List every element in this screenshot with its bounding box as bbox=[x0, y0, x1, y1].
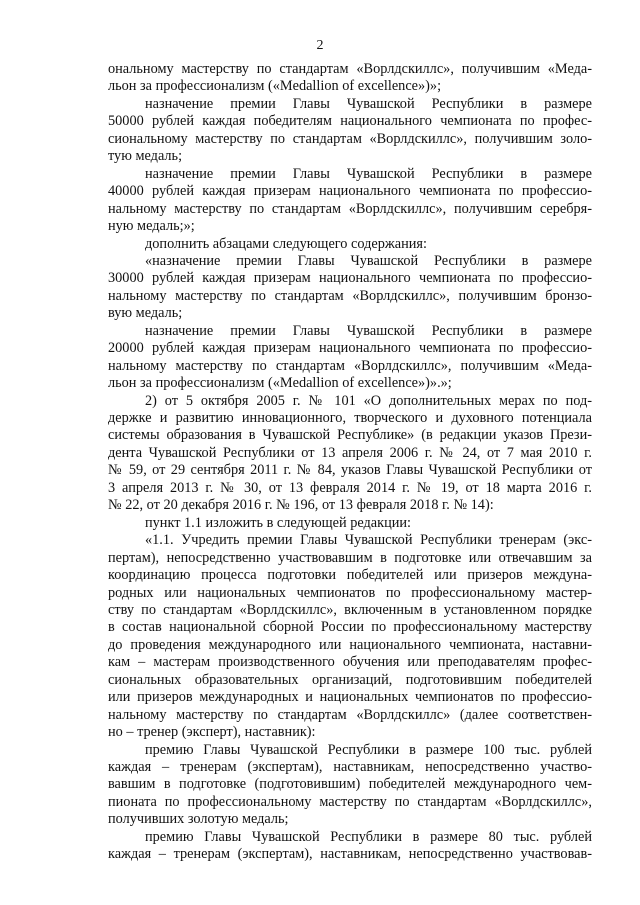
text-line: № 59, от 29 сентября 2011 г. № 84, указов Главы Чувашской Республики от bbox=[108, 462, 592, 479]
text-line: 30000 рублей каждая призерам национального чемпионата по профессио- bbox=[108, 270, 592, 287]
text-line: ству по стандартам «Ворлдскиллс», включенным в установленном порядке bbox=[108, 601, 592, 618]
text-line: получивших золотую медаль; bbox=[108, 811, 289, 828]
text-line: «назначение премии Главы Чувашской Республики в размере bbox=[145, 252, 592, 269]
text-line: пертам), непосредственно участвовавшим в подготовке или отвечавшим за bbox=[108, 549, 592, 566]
text-line: ную медаль;»; bbox=[108, 218, 195, 235]
text-line: нальному мастерству по стандартам «Ворлдскиллс», получившим «Меда- bbox=[108, 357, 592, 374]
text-line: 20000 рублей каждая призерам национального чемпионата по профессио- bbox=[108, 340, 592, 357]
text-line: № 22, от 20 декабря 2016 г. № 196, от 13 февраля 2018 г. № 14): bbox=[108, 497, 494, 514]
text-line: назначение премии Главы Чувашской Республики в размере bbox=[145, 165, 592, 182]
text-line: каждая – тренерам (экспертам), наставникам, непосредственно участвовав- bbox=[108, 846, 592, 863]
text-line: льон за профессионализм («Medallion of excellence»)».»; bbox=[108, 375, 452, 392]
text-line: пункт 1.1 изложить в следующей редакции: bbox=[145, 514, 412, 531]
text-line: назначение премии Главы Чувашской Республики в размере bbox=[145, 322, 592, 339]
text-line: тую медаль; bbox=[108, 148, 183, 165]
text-line: назначение премии Главы Чувашской Республики в размере bbox=[145, 95, 592, 112]
text-line: сиональных образовательных организаций, подготовившим победителей bbox=[108, 671, 592, 688]
text-line: пионата по профессиональному мастерству по стандартам «Ворлдскиллс», bbox=[108, 793, 592, 810]
text-line: дополнить абзацами следующего содержания: bbox=[145, 235, 427, 252]
text-line: 2) от 5 октября 2005 г. № 101 «О дополнительных мерах по под- bbox=[145, 392, 592, 409]
text-line: нальному мастерству по стандартам «Ворлдскиллс», получившим серебря- bbox=[108, 200, 592, 217]
text-line: или призеров международных и национальных чемпионатов по профессио- bbox=[108, 689, 592, 706]
text-line: ональному мастерству по стандартам «Ворлдскиллс», получившим «Меда- bbox=[108, 61, 592, 77]
text-line: нальному мастерству по стандартам «Ворлдскиллс», получившим бронзо- bbox=[108, 287, 592, 304]
text-line: льон за профессионализм («Medallion of excellence»)»; bbox=[108, 78, 442, 95]
text-line: до проведения международного или национального чемпионата, наставни- bbox=[108, 636, 592, 653]
text-line: в состав национальной сборной России по профессиональному мастерству bbox=[108, 619, 592, 636]
text-line: каждая – тренерам (экспертам), наставникам, непосредственно участво- bbox=[108, 759, 592, 775]
text-line: 3 апреля 2013 г. № 30, от 13 февраля 2014 г. № 19, от 18 марта 2016 г. bbox=[108, 479, 592, 496]
text-line: дента Чувашской Республики от 13 апреля 2006 г. № 24, от 7 мая 2010 г. bbox=[108, 444, 592, 461]
text-line: премию Главы Чувашской Республики в размере 80 тыс. рублей bbox=[145, 828, 592, 845]
text-line: 40000 рублей каждая призерам национального чемпионата по профессио- bbox=[108, 183, 592, 200]
text-line: 50000 рублей каждая победителям национального чемпионата по профес- bbox=[108, 113, 592, 130]
text-line: родных или национальных чемпионатов по профессиональному мастер- bbox=[108, 584, 592, 601]
text-line: вавшим в подготовке (подготовившим) победителей международного чем- bbox=[108, 776, 592, 793]
page-number: 2 bbox=[316, 38, 324, 53]
text-line: премию Главы Чувашской Республики в размере 100 тыс. рублей bbox=[145, 741, 592, 758]
text-line: системы образования в Чувашской Республике» (в редакции указов Прези- bbox=[108, 427, 592, 444]
text-line: нальному мастерству по стандартам «Ворлдскиллс» (далее соответствен- bbox=[108, 706, 592, 723]
text-line: координацию процесса подготовки победителей или призеров междуна- bbox=[108, 567, 592, 584]
text-line: кам – мастерам производственного обучения или преподавателям профес- bbox=[108, 654, 592, 671]
text-line: держке и развитию инновационного, творческого и духовного потенциала bbox=[108, 410, 592, 426]
text-line: но – тренер (эксперт), наставник): bbox=[108, 724, 316, 741]
text-line: сиональному мастерству по стандартам «Ворлдскиллс», получившим золо- bbox=[108, 130, 592, 147]
text-line: вую медаль; bbox=[108, 305, 183, 322]
text-line: «1.1. Учредить премии Главы Чувашской Республики тренерам (экс- bbox=[145, 532, 592, 549]
